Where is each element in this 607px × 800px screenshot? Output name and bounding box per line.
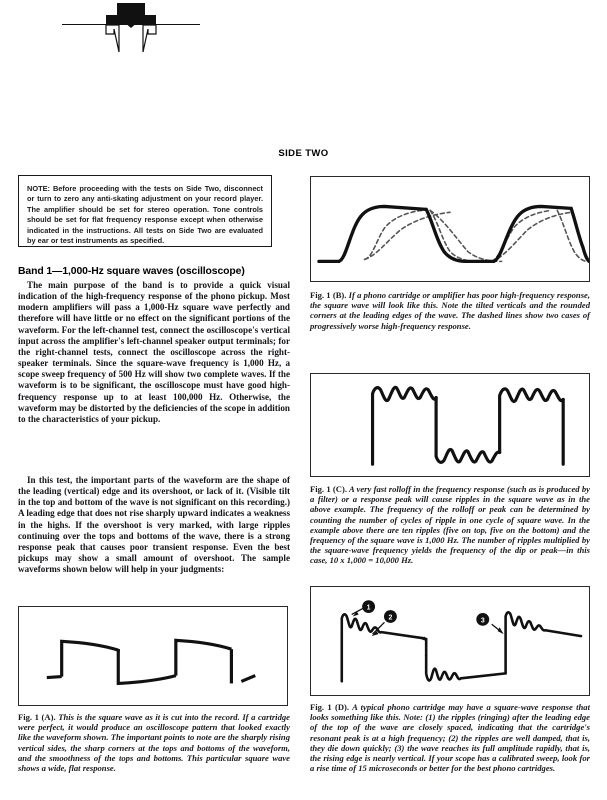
- figure-a-waveform: [18, 606, 288, 706]
- figure-a-caption-text: This is the square wave as it is cut into the record. If a cartridge were perfect, it would produce an oscilloscope pattern that looked exactly like the waveform shown. The important points to note are the sharply rising vertical sides, the sharp corners at the tops and bottoms of the waveform, and the smoothness of the tops and bottoms. This particular square wave shows a wide, flat response.: [18, 712, 290, 774]
- figure-c-caption-text: A very fast rolloff in the frequency response (such as is produced by a filter) or a response peak will cause ripples in the square wave as in the above example. The frequency of the rolloff or peak can be determined by counting the number of cycles of ripple in one cycle of square wave. In the example above there are ten ripples (five on top, five on the bottom) and the frequency of the square wave is 1,000 Hz. The number of ripples multiplied by the square-wave frequency yields the frequency of the dip or peak—in this case, 10 x 1,000 = 10,000 Hz.: [310, 484, 590, 566]
- figure-d-label: Fig. 1 (D).: [310, 702, 350, 712]
- figure-b-caption: [310, 290, 590, 331]
- callout-3: [476, 613, 503, 634]
- callout-2-number: 2: [388, 614, 393, 622]
- square-wave-ideal-trace: [19, 607, 287, 705]
- rounded-square-wave-trace: [311, 177, 589, 281]
- damped-ringing-wave-trace: [311, 587, 589, 695]
- brand-logo: [62, 2, 200, 54]
- mirrored-waveform-logo-glyph: [62, 2, 200, 54]
- body-paragraph-2: [18, 475, 290, 575]
- figure-d-waveform: [310, 586, 590, 696]
- page-title: SIDE TWO: [278, 148, 329, 159]
- note-box: [18, 175, 272, 247]
- paragraph-text: The main purpose of the band is to provide a quick visual indication of the high-frequency response of the phono pickup. Most modern amplifiers will pass a 1,000-Hz square wave perfectly and therefore will have little or no effect on the significant portions of the waveform. For the left-channel test, connect the oscilloscope's vertical input across the amplifier's left-channel speaker output terminals; for the right-channel tests, connect the oscilloscope across the right-speaker terminals. Since the square-wave frequency is 1,000 Hz, a scope sweep frequency of 500 Hz will show two complete waves. If the waveform is to be significant, the oscilloscope must have good high-frequency response up to at least 100,000 Hz. Otherwise, the waveform may be distorted by the deficiencies of the scope in addition to the characteristics of your pickup.: [18, 280, 290, 424]
- paragraph-text: In this test, the important parts of the waveform are the shape of the leading (vertical) edge and its overshoot, or lack of it. (Visible tilt in the top and bottom of the wave is not significant on this recording.) A leading edge that does not rise sharply upward indicates a weakness in the highs. If the overshoot is very marked, with large ripples continuing over the tops and bottoms of the wave, there is a strong response peak that causes poor transient response. Even the best pickups may show a small amount of overshoot. The sample waveforms shown below will help in your judgments:: [18, 475, 290, 575]
- figure-b-waveform: [310, 176, 590, 282]
- figure-b-caption-text: If a phono cartridge or amplifier has poor high-frequency response, the square wave will look like this. Note the tilted verticals and the rounded corners at the leading edges of the wave. The dashed lines show two cases of progressively worse high-frequency response.: [310, 290, 591, 331]
- callout-3-number: 3: [480, 617, 485, 625]
- figure-a-caption: [18, 712, 290, 773]
- callout-1: [352, 600, 375, 616]
- figure-b-label: Fig. 1 (B).: [310, 290, 347, 300]
- rippled-square-wave-trace: [311, 374, 589, 476]
- figure-a-label: Fig. 1 (A).: [18, 712, 56, 722]
- figure-c-caption: [310, 484, 590, 566]
- figure-c-label: Fig. 1 (C).: [310, 484, 348, 494]
- band-heading: Band 1—1,000-Hz square waves (oscilloscope): [18, 266, 245, 277]
- callout-1-number: 1: [366, 604, 371, 612]
- figure-d-caption: [310, 702, 590, 773]
- note-text: NOTE: Before proceeding with the tests on Side Two, disconnect or turn to zero any anti-skating adjustment on your record player. The amplifier should be set for stereo operation. Tone controls should be set for flat frequency response except when otherwise indicated in the instructions. All tests on Side Two are evaluated by ear or test instruments as specified.: [27, 184, 263, 246]
- body-paragraph-1: [18, 280, 290, 425]
- figure-c-waveform: [310, 373, 590, 477]
- figure-d-caption-text: A typical phono cartridge may have a square-wave response that looks something like this. Note: (1) the ripples (ringing) after the leading edge of the top of the wave are closely spaced, indicating that the cartridge's resonant peak is at a high frequency; (2) the ripples are well damped, that is, they die down quickly; (3) the wave reaches its full amplitude rapidly, that is, the rising edge is nearly vertical. If your scope has a calibrated sweep, look for a rise time of 15 microseconds or better for the best phono cartridges.: [310, 702, 590, 774]
